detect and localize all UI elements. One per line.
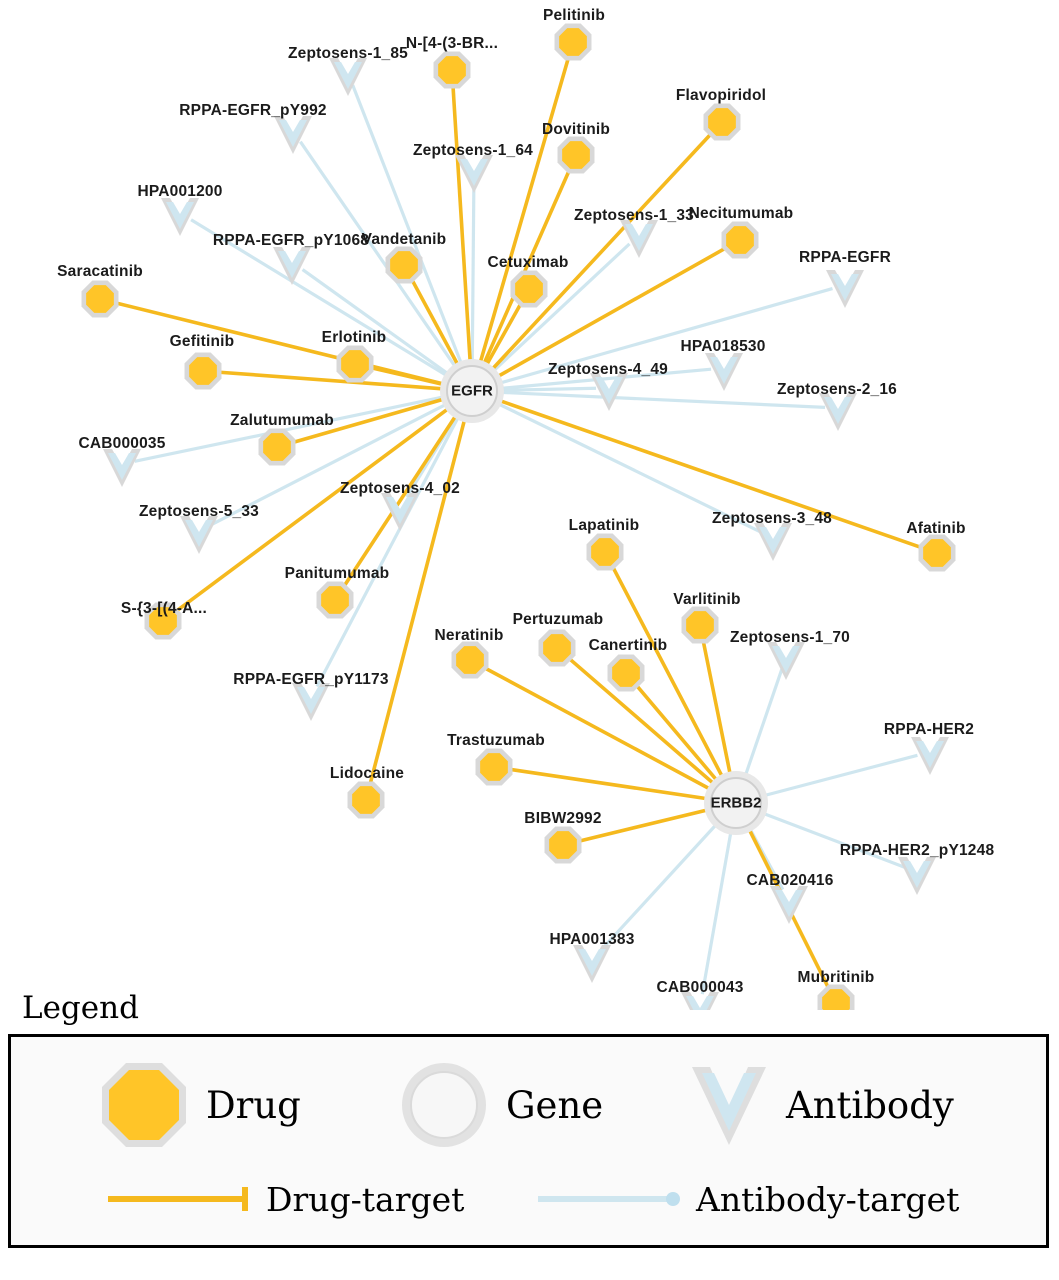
edge-drug-target <box>703 640 730 776</box>
antibody-node <box>620 220 658 258</box>
edge-antibody-target <box>763 755 917 796</box>
legend-item-drug <box>96 1057 396 1153</box>
antibody-node <box>898 857 936 895</box>
edge-antibody-target <box>472 183 474 363</box>
drug-node <box>317 582 354 619</box>
drug-node-label: Lapatinib <box>568 517 640 534</box>
antibody-node-label: Zeptosens-1_64 <box>413 142 533 159</box>
edge-antibody-target <box>500 388 596 390</box>
antibody-node-label: RPPA-EGFR_pY992 <box>179 102 327 119</box>
edge-antibody-target <box>317 416 459 687</box>
antibody-node <box>273 247 311 285</box>
drug-node-label: Cetuximab <box>487 254 569 271</box>
edge-drug-target <box>636 684 718 781</box>
antibody-node-label: Zeptosens-1_33 <box>574 207 694 224</box>
legend-label-antibody-target: Antibody-target <box>696 1179 960 1219</box>
drug-node-label: Lidocaine <box>329 765 405 782</box>
drug-node-label: Dovitinib <box>541 121 611 138</box>
drug-node-label: N-[4-(3-BR... <box>405 35 499 52</box>
drug-node <box>82 281 119 318</box>
antibody-node <box>705 353 743 391</box>
drug-node-label: BIBW2992 <box>524 810 602 827</box>
legend-label-drug-target: Drug-target <box>266 1179 465 1219</box>
legend-label-drug: Drug <box>206 1083 301 1127</box>
legend-item-gene <box>396 1057 686 1153</box>
antibody-node-label: RPPA-EGFR <box>799 249 891 266</box>
edge-antibody-target <box>303 270 450 375</box>
drug-node <box>919 535 956 572</box>
antibody-node-label: Zeptosens-4_02 <box>340 480 460 497</box>
antibody-node-label: RPPA-HER2 <box>883 721 975 738</box>
antibody-node-label: HPA018530 <box>680 338 766 355</box>
edge-drug-target <box>370 367 445 384</box>
drug-node-label: Varlitinib <box>673 591 741 608</box>
antibody-edge-icon <box>536 1184 686 1214</box>
drug-node <box>452 642 489 679</box>
drug-node-label: Zalutumumab <box>230 412 334 429</box>
antibody-node <box>103 449 141 487</box>
legend-item-antibody-target <box>536 1180 959 1219</box>
antibody-node-label: RPPA-HER2_pY1248 <box>839 842 995 859</box>
antibody-node-label: Zeptosens-1_70 <box>730 629 850 646</box>
drug-node <box>185 353 222 390</box>
edge-antibody-target <box>353 85 462 365</box>
legend-item-antibody <box>686 1057 954 1153</box>
drug-node <box>682 607 719 644</box>
edge-drug-target <box>453 85 470 363</box>
legend <box>0 990 1059 1248</box>
legend-node-row <box>11 1055 1046 1155</box>
drug-node-label: Necitumumab <box>688 205 794 222</box>
circle-icon <box>396 1057 492 1153</box>
legend-edge-row <box>11 1167 1046 1231</box>
drug-node-label: Erlotinib <box>321 329 387 346</box>
antibody-node <box>770 886 808 924</box>
antibody-node-label: CAB020416 <box>746 872 834 889</box>
antibody-node <box>767 642 805 680</box>
antibody-node <box>329 58 367 96</box>
antibody-node-label: HPA001200 <box>137 183 223 200</box>
drug-node-label: Trastuzumab <box>447 732 545 749</box>
drug-node-label: Canertinib <box>588 637 668 654</box>
antibody-node <box>180 516 218 554</box>
drug-node-label: Neratinib <box>434 627 504 644</box>
edge-drug-target <box>491 133 712 371</box>
drug-node-label: Pertuzumab <box>512 611 604 628</box>
chevron-down-icon <box>686 1057 772 1153</box>
drug-node <box>587 534 624 571</box>
drug-node-label: Flavopiridol <box>675 87 767 104</box>
edge-drug-target <box>343 414 456 587</box>
drug-node <box>476 749 513 786</box>
drug-node-label: Pelitinib <box>542 7 606 24</box>
drug-node <box>722 222 759 259</box>
antibody-node <box>754 523 792 561</box>
antibody-node <box>573 945 611 983</box>
drug-node-label: Mubritinib <box>797 969 875 986</box>
drug-node <box>337 346 374 383</box>
antibody-node-label: CAB000035 <box>78 435 166 452</box>
drug-node <box>511 271 548 308</box>
drug-node <box>259 429 296 466</box>
antibody-node-label: RPPA-EGFR_pY1173 <box>233 671 389 688</box>
antibody-node-label: Zeptosens-3_48 <box>712 510 832 527</box>
drug-node-label: Gefitinib <box>169 333 235 350</box>
drug-node <box>348 782 385 819</box>
octagon-icon <box>96 1057 192 1153</box>
antibody-node-label: Zeptosens-5_33 <box>139 503 259 520</box>
drug-node-label: Vandetanib <box>361 231 447 248</box>
drug-node <box>545 827 582 864</box>
antibody-node-label: HPA001383 <box>549 931 635 948</box>
drug-node <box>704 104 741 141</box>
drug-node <box>434 52 471 89</box>
legend-label-gene: Gene <box>506 1083 604 1127</box>
gene-node-label: EGFR <box>451 382 493 400</box>
drug-node-label: Afatinib <box>906 520 966 537</box>
antibody-node-label: Zeptosens-4_49 <box>548 361 668 378</box>
drug-node-label: Saracatinib <box>57 263 143 280</box>
legend-label-antibody: Antibody <box>786 1083 954 1127</box>
gene-node-label: ERBB2 <box>710 794 762 812</box>
drug-node-label: Panitumumab <box>284 565 390 582</box>
edge-drug-target <box>480 56 569 364</box>
antibody-node-label: Zeptosens-2_16 <box>777 381 897 398</box>
drug-node <box>608 655 645 692</box>
antibody-node-label: Zeptosens-1_85 <box>288 45 408 62</box>
edge-antibody-target <box>745 669 782 776</box>
legend-title: Legend <box>22 990 139 1026</box>
legend-box <box>8 1034 1049 1248</box>
edge-drug-target <box>498 400 922 548</box>
drug-node <box>558 137 595 174</box>
antibody-node-label: CAB000043 <box>656 979 744 996</box>
drug-node <box>386 247 423 284</box>
legend-item-drug-target <box>106 1180 536 1219</box>
edge-antibody-target <box>702 831 731 995</box>
antibody-node <box>161 198 199 236</box>
drug-edge-icon <box>106 1184 256 1214</box>
antibody-node-label: RPPA-EGFR_pY1068 <box>212 232 370 249</box>
drug-node <box>555 24 592 61</box>
drug-node <box>539 630 576 667</box>
drug-node-label: S-{3-[(4-A... <box>120 600 208 617</box>
